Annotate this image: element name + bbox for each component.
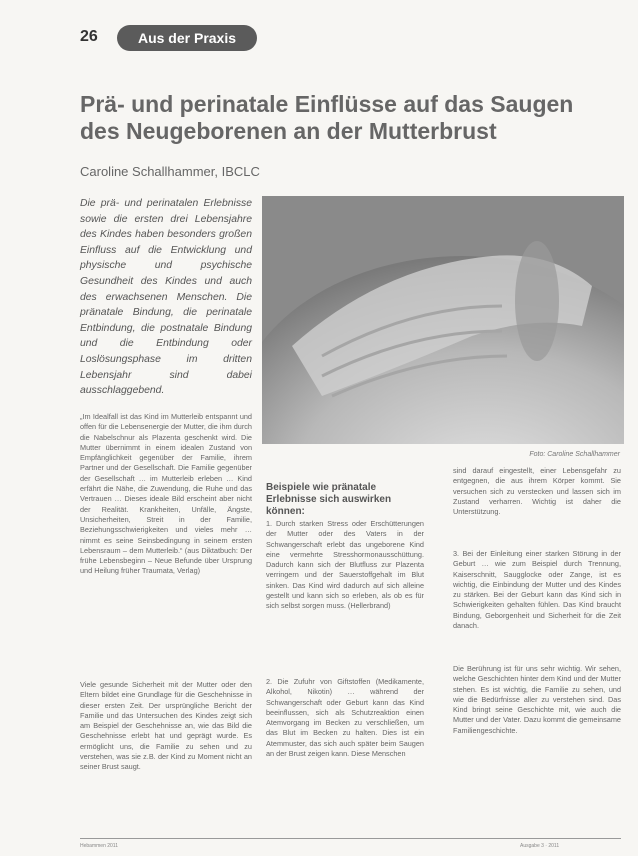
body-column-1b: Viele gesunde Sicherheit mit der Mutter oder den Eltern bildet eine Grundlage für die Geschehnisse in dieser ersten Zeit. Der ursprüngliche Bericht der Familie und das Untersuchen des Kindes zeigt sich am Beispiel der Geschehnisse an, wie das Bild die Geschehnisse erlebt hat und geprägt wurde. Es ermöglicht uns, die Familie zu sehen und zu verstehen, was sie z.B. der Kind zu Moment nicht an seiner Brust saugt. (80, 680, 252, 772)
body-column-2a: 1. Durch starken Stress oder Erschütterungen der Mutter oder des Vaters in der Schwangerschaft erlebt das ungeborene Kind eine vermehrte Stresshormonausschüttung. Dadurch kann sich der Blutfluss zur Plazenta verringern und der Sauerstoffgehalt im Blut sinken. Das Kind wird dadurch auf sich alleine gestellt und kann sich so erleben, als ob es für sich selbst sorgen muss. (Hellerbrand) (266, 519, 424, 611)
body-column-3b: 3. Bei der Einleitung einer starken Störung in der Geburt … wie zum Beispiel durch Trennung, Kaiserschnitt, Saugglocke oder Zange, ist es wichtig, die Einbindung der Mutter und des Kindes zu stärken. Bei der Geburt kann das Kind sich in Schwierigkeiten gehalten fühlen. Das Kind braucht Bindung, Geborgenheit und Sicherheit für die Zeit danach. (453, 549, 621, 631)
article-title: Prä- und perinatale Einflüsse auf das Saugen des Neugeborenen an der Mutterbrust (80, 91, 574, 144)
body-column-2b: 2. Die Zufuhr von Giftstoffen (Medikamente, Alkohol, Nikotin) … während der Schwangerschaft oder Geburt kann das Kind beeinflussen, sich als Schutzreaktion einen Atemvorgang im Becken zu verschließen, um das Blut im Becken zu halten. Dies ist ein Atemmuster, das sich auch später beim Saugen an der Brust zeigen kann. Diese Menschen (266, 677, 424, 759)
article-intro: Die prä- und perinatalen Erlebnisse sowie die ersten drei Lebensjahre des Kindes haben besonders großen Einfluss auf die Entwicklung und physische und psychische Gesundheit des Kindes und auch des erwachsenen Menschen. Die pränatale Bindung, die perinatale Entbindung, die postnatale Bindung und die Entbindung oder Loslösungsphase im dritten Lebensjahr sind dabei ausschlaggebend. (80, 198, 252, 397)
footer-left: Hebammen 2011 (80, 843, 118, 849)
page-number: 26 (80, 28, 98, 45)
section-label: Aus der Praxis (117, 25, 257, 51)
body-column-1a: „Im Idealfall ist das Kind im Mutterleib entspannt und offen für die Lebensenergie der Mutter, die ihm durch die Nabelschnur als Plazenta geschenkt wird. Die Mutter übernimmt in einem idealen Zustand von Empfänglichkeit gegenüber der Familie, ihrem Partner und der Gesellschaft. Die Familie gegenüber der Gesellschaft … im Mutterleib erleben … Kind erfährt die Nähe, die Zuwendung, die Ruhe und das Vertrauen … Dieses ideale Bild erscheint aber nicht der Realität. Krankheiten, Unfälle, Ängste, Unsicherheiten, Streit in der Familie, Beziehungsschwierigkeiten und vieles mehr … nimmt es seine Seinsbedingung in seinem ersten Lebensraum – dem Mutterleib.“ (aus Diktatbuch: Der frühe Lebensbeginn – Neue Befunde über Ursprung und Heilung früher Traumata, Verlag) (80, 412, 252, 576)
body-column-3a: sind darauf eingestellt, einer Lebensgefahr zu entgegnen, die aus ihrem Körper kommt. Sie versuchen sich zu verstecken und lassen sich im Zustand verharren. Wichtig ist daher die Unterstützung. (453, 466, 621, 517)
body-column-3c: Die Berührung ist für uns sehr wichtig. Wir sehen, welche Geschichten hinter dem Kind und der Mutter stehen. Es ist wichtig, die Familie zu sehen, und wie die Bedürfnisse aller zu verstehen sind. Das Kind bringt seine Geschichte mit, wie auch die Mutter und der Vater. Dazu kommt die gemeinsame Familiengeschichte. (453, 664, 621, 735)
article-photo (262, 196, 624, 444)
column-2-heading: Beispiele wie pränatale Erlebnisse sich auswirken können: (266, 482, 392, 517)
article-author: Caroline Schallhammer, IBCLC (80, 164, 260, 179)
hand-on-belly-photo (262, 196, 624, 444)
photo-caption: Foto: Caroline Schallhammer (529, 451, 620, 458)
footer-rule (80, 838, 621, 839)
footer-right: Ausgabe 3 · 2011 (520, 843, 560, 849)
